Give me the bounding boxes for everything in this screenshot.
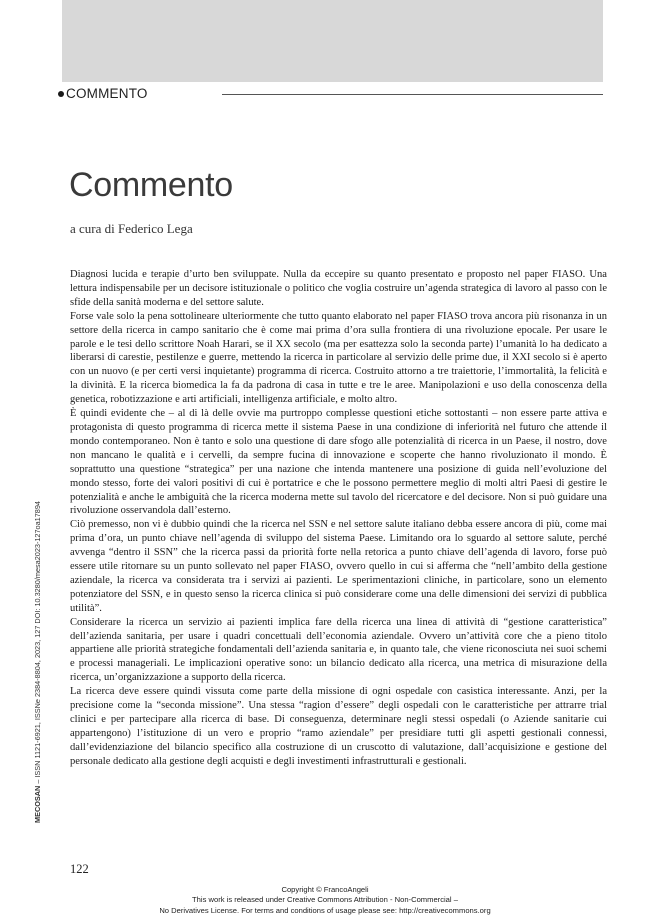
bullet-icon	[58, 91, 64, 97]
header-band	[62, 0, 603, 82]
article-byline: a cura di Federico Lega	[70, 221, 193, 236]
paragraph: È quindi evidente che – al di là delle ovvie ma purtroppo complesse questioni etiche sottostanti – non essere parte attiva e protagonista di questo programma di ricerca mette il sistema Paese in una condizione di inferiorità nel futuro che attende il mondo contemporaneo. Non è tanto e solo una questione di dare sfogo alle potenzialità di ricerca in un Paese, il nostro, dove non mancano le qualità e i cervelli, da sempre fucina di innovazione e scoperte che hanno rivoluzionato il mondo. È soprattutto una questione “strategica” per una nazione che intenda mantenere una posizione di guida nell’evoluzione del mondo stesso, forte dei valori positivi di cui è portatrice e che le possono permettere meglio di molti altri Paesi di gestire le potenzialità e anche le ambiguità che la ricerca moderna mette sul tavolo del ricercatore e del decisore. Non si può guidare una rivoluzione osservandola dall’esterno.	[70, 408, 607, 517]
paragraph: Ciò premesso, non vi è dubbio quindi che la ricerca nel SSN e nel settore salute italiano debba essere ancora di più, come mai prima d’ora, un punto chiave nell’agenda di sviluppo del sistema Paese. Limitando ora lo sguardo al settore salute, perché avvenga “dentro il SSN” che la ricerca passi da priorità forte nella retorica a punto chiave dell’agenda di lavoro, forse può essere utile ritornare su un punto sollevato nel paper FIASO, ovvero quello in cui si afferma che “nell’ambito della gestione aziendale, la ricerca va considerata tra i servizi ai pazienti. Le sperimentazioni cliniche, in particolare, sono un elemento potenziatore del SSN, e in questo senso la ricerca clinica si può considerare come una delle dimensioni dei servizi di pubblica utilità”.	[70, 519, 607, 614]
section-rule	[222, 94, 603, 95]
paragraph: La ricerca deve essere quindi vissuta come parte della missione di ogni ospedale con casistica interessante. Anzi, per la precisione come la “seconda missione”. Una stessa “ragion d’essere” degli ospedali con le caratteristiche per attrarre trial clinici e per partecipare alla ricerca di base. Di conseguenza, determinare negli stessi ospedali (o Aziende sanitarie cui appartengono) l’istituzione di un vero e proprio “ramo aziendale” per presidiare tutti gli aspetti gestionali connessi, dall’evidenziazione del bilancio specifico alla costruzione di un cruscotto di valutazione, dall’acquisizione e gestione del personale dedicato alla gestione degli acquisti e degli investimenti infrastrutturali e gestionali.	[70, 686, 607, 767]
journal-name: MECOSAN	[33, 785, 42, 823]
page-number: 122	[70, 862, 89, 876]
citation-sidebar	[33, 383, 45, 823]
paragraph: Forse vale solo la pena sottolineare ulteriormente che tutto quanto elaborato nel paper FIASO trova ancora più risonanza in un settore della ricerca in campo sanitario che è come mai prima d’ora sulla frontiera di una rivoluzione epocale. Per usare le parole e le tesi dello scrittore Noah Harari, se il XX secolo (ma per esattezza solo la seconda parte) l’umanità lo ha dedicato a liberarsi di carestie, pestilenze e guerre, mettendo la ricerca in particolare al servizio delle prime due, il XXI secolo si è aperto con un nuovo (e per certi versi inquietante) programma di ricerca. Costruito attorno a tre traiettorie, l’immortalità, la felicità e la divinità. E la ricerca biomedica la fa da padrona di casa in tutte e tre le aree. Manipolazioni e uso della conoscenza della genetica, robotizzazione e arti artificiali, intelligenza artificiale, e molto altro.	[70, 310, 607, 406]
license-line: This work is released under Creative Commons Attribution - Non-Commercial –	[192, 895, 458, 905]
paragraph: Considerare la ricerca un servizio ai pazienti implica fare della ricerca una linea di attività di “gestione caratteristica” dell’azienda sanitaria, per usare i quadri concettuali dell’economia aziendale. Ovvero un’attività core che a pieno titolo appartiene alle priorità strategiche fondamentali dell’azienda sanitaria e, in quanto tale, che viene riconosciuta nei suoi schemi e processi manageriali. Le implicazioni operative sono: un bilancio dedicato alla ricerca, una metrica di misurazione della ricerca, un’organizzazione a supporto della ricerca.	[70, 616, 607, 684]
citation-text: – ISSN 1121-6921, ISSNe 2384-8804, 2023, 127 DOI: 10.3280/mesa2023-127oa17894	[33, 501, 42, 786]
article-title: Commento	[69, 166, 233, 204]
article-body	[70, 268, 607, 769]
paragraph: Diagnosi lucida e terapie d’urto ben sviluppate. Nulla da eccepire su quanto presentato e proposto nel paper FIASO. Una lettura indispensabile per un decisore istituzionale o politico che voglia costruire un’agenda strategica di lavoro al passo con le sfide della sanità moderna e del settore salute.	[70, 269, 607, 308]
section-label: COMMENTO	[66, 86, 148, 101]
section-header	[58, 87, 603, 101]
copyright-line: Copyright © FrancoAngeli	[281, 885, 369, 894]
license-terms-line: No Derivatives License. For terms and conditions of usage please see: http://creativecommons.org	[159, 905, 491, 915]
license-footer	[0, 885, 650, 916]
